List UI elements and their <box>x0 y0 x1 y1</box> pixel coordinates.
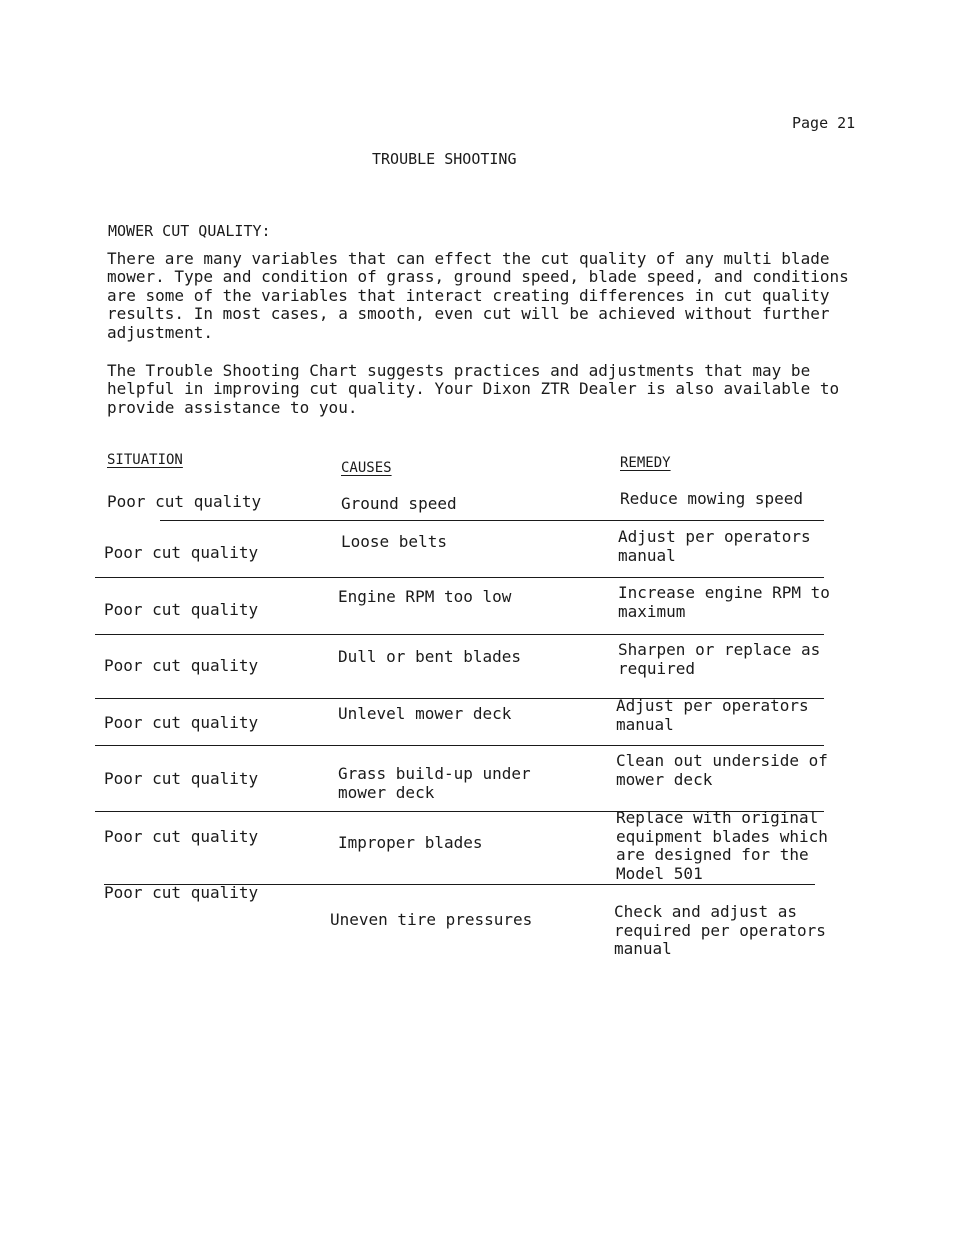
page-number: Page 21 <box>792 114 856 132</box>
situation-cell: Poor cut quality <box>104 883 259 902</box>
situation-cell: Poor cut quality <box>104 543 259 562</box>
section-heading: MOWER CUT QUALITY: <box>108 222 271 240</box>
remedy-cell: Check and adjust as required per operators manual <box>614 902 826 958</box>
row-divider <box>95 577 824 578</box>
cause-cell: Grass build-up under mower deck <box>338 764 531 802</box>
situation-cell: Poor cut quality <box>107 492 262 511</box>
cause-cell: Unlevel mower deck <box>338 704 512 723</box>
cause-cell: Engine RPM too low <box>338 587 512 606</box>
remedy-cell: Adjust per operators manual <box>618 527 811 565</box>
remedy-cell: Increase engine RPM to maximum <box>618 583 830 621</box>
row-divider <box>160 520 824 521</box>
page-title: TROUBLE SHOOTING <box>372 150 517 168</box>
situation-cell: Poor cut quality <box>104 600 259 619</box>
row-divider <box>95 745 824 746</box>
remedy-cell: Clean out underside of mower deck <box>616 751 828 789</box>
column-header-causes: CAUSES <box>341 460 392 476</box>
cause-cell: Dull or bent blades <box>338 647 522 666</box>
cause-cell: Improper blades <box>338 833 483 852</box>
remedy-cell: Adjust per operators manual <box>616 696 809 734</box>
remedy-cell: Sharpen or replace as required <box>618 640 821 678</box>
remedy-cell: Reduce mowing speed <box>620 489 804 508</box>
situation-cell: Poor cut quality <box>104 769 259 788</box>
situation-cell: Poor cut quality <box>104 713 259 732</box>
situation-cell: Poor cut quality <box>104 656 259 675</box>
row-divider <box>95 634 824 635</box>
column-header-remedy: REMEDY <box>620 455 671 471</box>
cause-cell: Loose belts <box>341 532 447 551</box>
column-header-situation: SITUATION <box>107 452 183 468</box>
intro-paragraph: There are many variables that can effect the cut quality of any multi blade mower. Type and condition of grass, ground speed, blade speed, and conditions are some of the variables that interact creating differences in cut quality results. In most cases, a smooth, even cut will be achieved without further adjustment. <box>107 249 849 342</box>
situation-cell: Poor cut quality <box>104 827 259 846</box>
chart-note-paragraph: The Trouble Shooting Chart suggests practices and adjustments that may be helpful in improving cut quality. Your Dixon ZTR Dealer is also available to provide assistance to you. <box>107 361 840 417</box>
cause-cell: Uneven tire pressures <box>330 910 533 929</box>
remedy-cell: Replace with original equipment blades which are designed for the Model 501 <box>616 808 828 883</box>
cause-cell: Ground speed <box>341 494 457 513</box>
